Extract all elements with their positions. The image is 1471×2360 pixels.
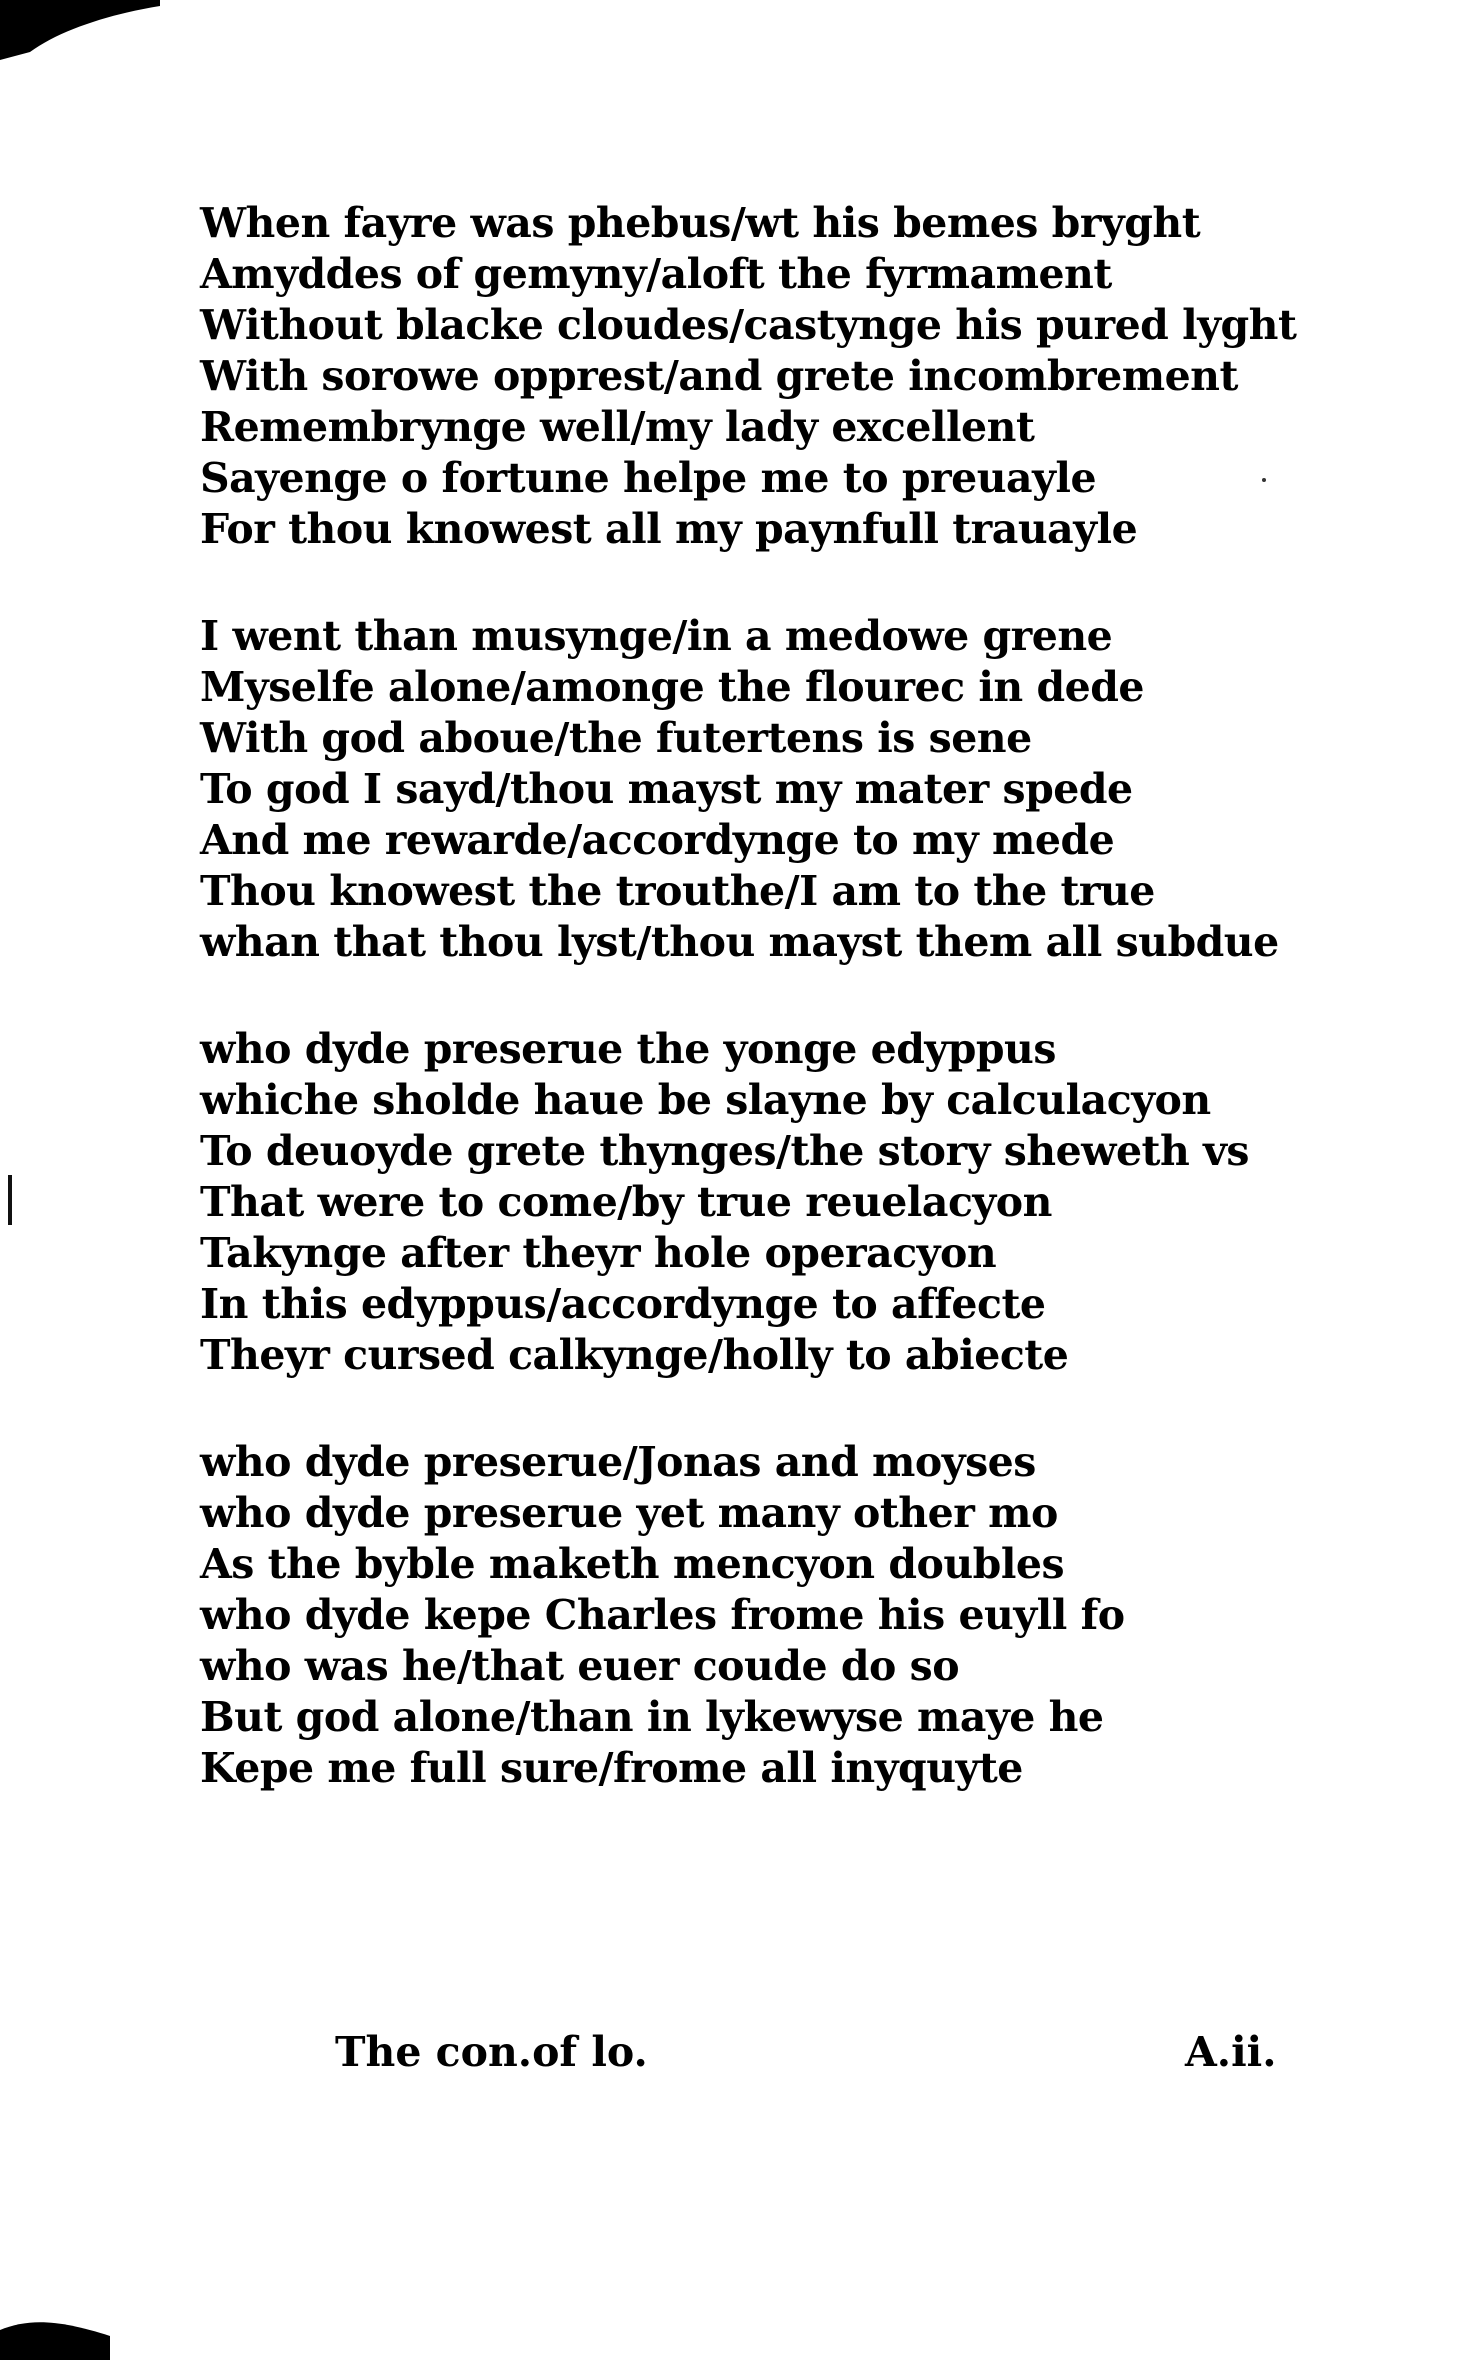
poem-text	[200, 198, 1380, 1850]
page-corner-shadow-bottom	[0, 2300, 110, 2360]
catchword: The con.of lo.	[335, 2028, 648, 2076]
verse-line: That were to come/by true reuelacyon	[200, 1178, 1052, 1226]
margin-mark	[8, 1175, 12, 1225]
verse-line: Amyddes of gemyny/aloft the fyrmament	[200, 250, 1112, 298]
page-corner-shadow	[0, 0, 160, 60]
signature-mark: A.ii.	[1185, 2028, 1277, 2076]
stanza	[200, 1437, 1380, 1794]
verse-line: Thou knowest the trouthe/I am to the true	[200, 867, 1155, 915]
verse-line: For thou knowest all my paynfull trauayle	[200, 505, 1138, 553]
verse-line: I went than musynge/in a medowe grene	[200, 612, 1113, 660]
verse-line: who was he/that euer coude do so	[200, 1642, 960, 1690]
verse-line: When fayre was phebus/wt his bemes bryght	[200, 199, 1201, 247]
stanza	[200, 611, 1380, 968]
verse-line: whiche sholde haue be slayne by calculacyon	[200, 1076, 1211, 1124]
verse-line: Without blacke cloudes/castynge his pured lyght	[200, 301, 1297, 349]
page-footer	[0, 2022, 1471, 2082]
verse-line: Takynge after theyr hole operacyon	[200, 1229, 997, 1277]
stanza	[200, 1024, 1380, 1381]
verse-line: In this edyppus/accordynge to affecte	[200, 1280, 1046, 1328]
verse-line: Myselfe alone/amonge the flourес in dede	[200, 663, 1145, 711]
verse-line: who dyde preserue/Jonas and moyses	[200, 1438, 1036, 1486]
verse-line: Kepe me full sure/frome all inyquyte	[200, 1744, 1023, 1792]
verse-line: Remembrynge well/my lady excellent	[200, 403, 1035, 451]
verse-line: And me rewarde/accordynge to my mede	[200, 816, 1115, 864]
verse-line: But god alone/than in lykewyse maye he	[200, 1693, 1104, 1741]
verse-line: As the byble maketh mencyon doubles	[200, 1540, 1065, 1588]
verse-line: Sayenge o fortune helpe me to preuayle	[200, 454, 1097, 502]
verse-line: who dyde kepe Charles frome his euyll fo	[200, 1591, 1125, 1639]
verse-line: With god aboue/the futertens is sene	[200, 714, 1032, 762]
verse-line: whan that thou lyst/thou mayst them all subdue	[200, 918, 1279, 966]
verse-line: To god I sayd/thou mayst my mater spede	[200, 765, 1133, 813]
verse-line: who dyde preserue yet many other mo	[200, 1489, 1058, 1537]
verse-line: Theyr cursed calkynge/holly to abiecte	[200, 1331, 1069, 1379]
verse-line: who dyde preserue the yonge edyppus	[200, 1025, 1056, 1073]
stanza	[200, 198, 1380, 555]
verse-line: With sorowe opprest/and grete incombrement	[200, 352, 1238, 400]
verse-line: To deuoyde grete thynges/the story sheweth vs	[200, 1127, 1249, 1175]
